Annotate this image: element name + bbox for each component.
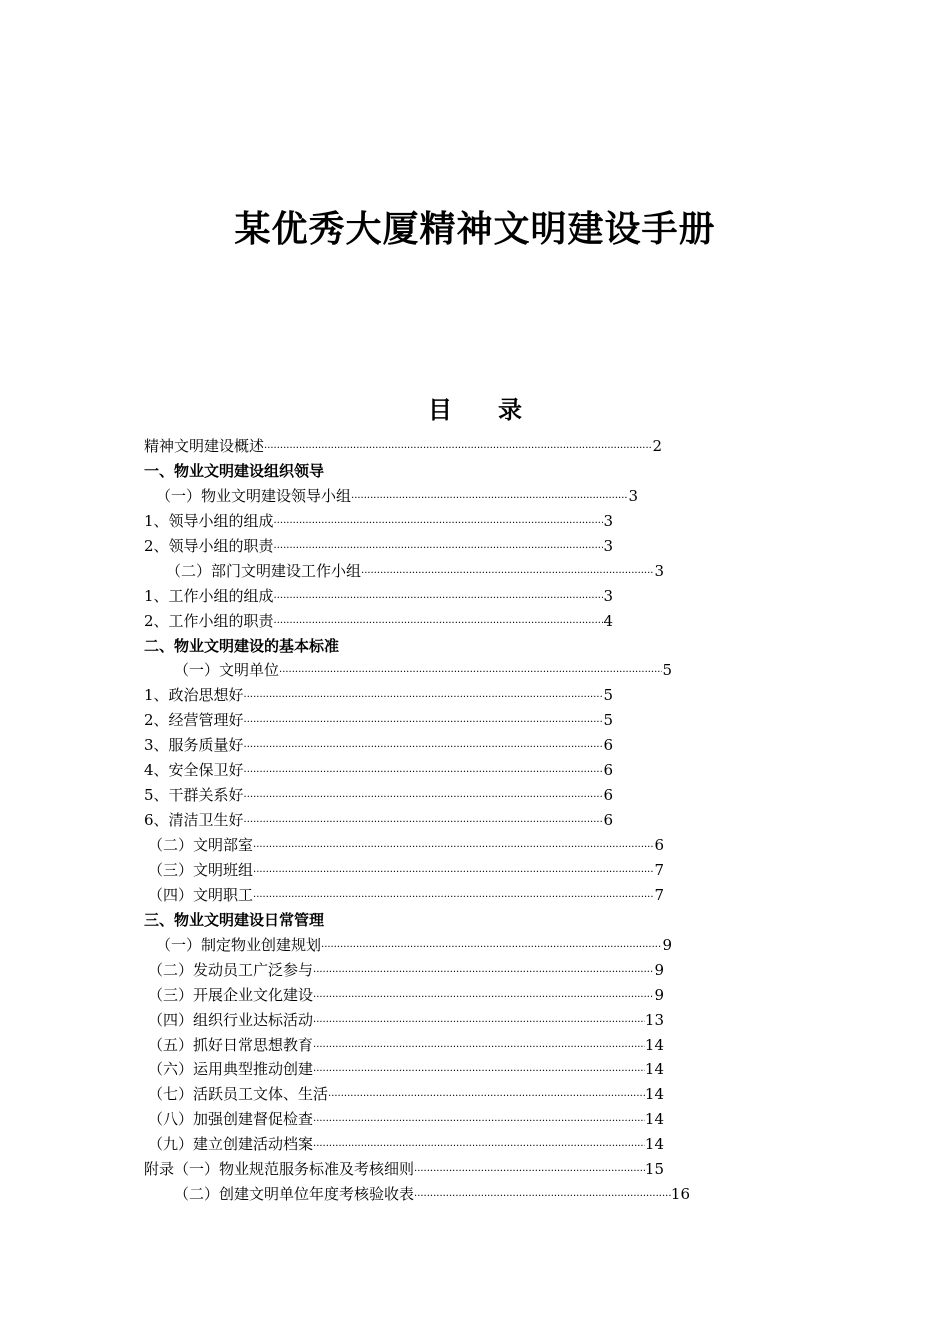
toc-entry[interactable] [144, 958, 844, 983]
toc-entry[interactable] [144, 783, 844, 808]
toc-entry-page: 6 [603, 811, 613, 830]
toc-entry-title: （一）物业文明建设领导小组 [156, 486, 352, 505]
toc-entry-page: 4 [603, 611, 613, 630]
toc-heading [0, 392, 950, 428]
toc-entry[interactable] [144, 609, 844, 634]
toc-leader-dots [244, 711, 604, 736]
toc-entry-title: （四）文明职工 [148, 885, 254, 904]
toc-entry[interactable] [144, 708, 844, 733]
toc-entry-page: 5 [662, 661, 672, 680]
toc-leader-dots [313, 986, 654, 1011]
toc-entry-page: 16 [670, 1185, 690, 1204]
toc-entry-title: 4、安全保卫好 [144, 761, 244, 780]
toc-leader-dots [313, 1110, 645, 1135]
toc-entry[interactable] [144, 1008, 844, 1033]
toc-leader-dots [253, 861, 654, 886]
toc-entry-title: 2、经营管理好 [144, 711, 244, 730]
toc-entry[interactable] [144, 1182, 844, 1207]
toc-entry[interactable] [144, 509, 844, 534]
toc-entry-title: 1、政治思想好 [144, 686, 244, 705]
toc-entry[interactable] [144, 484, 844, 509]
toc-entry[interactable] [144, 1057, 844, 1082]
toc-entry-title: （五）抓好日常思想教育 [148, 1035, 314, 1054]
toc-leader-dots [313, 1060, 645, 1085]
toc-entry-title: 2、领导小组的职责 [144, 536, 274, 555]
toc-entry-page: 9 [654, 960, 664, 979]
toc-entry-page: 3 [603, 511, 613, 530]
toc-entry[interactable] [144, 1157, 844, 1182]
toc-leader-dots [244, 736, 604, 761]
toc-entry-title: （八）加强创建督促检查 [148, 1110, 314, 1129]
toc-entry[interactable] [144, 534, 844, 559]
toc-entry[interactable] [144, 634, 844, 659]
toc-leader-dots [253, 836, 654, 861]
toc-leader-dots [328, 1085, 645, 1110]
toc-entry-page: 5 [603, 711, 613, 730]
toc-leader-dots [313, 1011, 645, 1036]
toc-entry[interactable] [144, 983, 844, 1008]
toc-entry[interactable] [144, 933, 844, 958]
toc-entry[interactable] [144, 658, 844, 683]
toc-entry[interactable] [144, 683, 844, 708]
toc-entry-title: （一）制定物业创建规划 [156, 935, 322, 954]
toc-entry[interactable] [144, 1107, 844, 1132]
toc-entry[interactable] [144, 908, 844, 933]
toc-entry[interactable] [144, 559, 844, 584]
toc-entry[interactable] [144, 833, 844, 858]
toc-entry-title: （三）开展企业文化建设 [148, 985, 314, 1004]
toc-entry[interactable] [144, 883, 844, 908]
document-title: 某优秀大厦精神文明建设手册 [234, 209, 716, 250]
toc-entry-title: 三、物业文明建设日常管理 [144, 910, 325, 929]
toc-leader-dots [274, 512, 604, 537]
toc-entry-title: （九）建立创建活动档案 [148, 1135, 314, 1154]
toc-entry-page: 14 [644, 1035, 664, 1054]
toc-entry[interactable] [144, 1082, 844, 1107]
toc-entry-title: （二）创建文明单位年度考核验收表 [174, 1185, 415, 1204]
toc-entry-page: 14 [644, 1110, 664, 1129]
toc-entry-page: 3 [628, 486, 638, 505]
toc-entry-title: 一、物业文明建设组织领导 [144, 461, 325, 480]
toc-entry-title: （二）发动员工广泛参与 [148, 960, 314, 979]
toc-entry-page: 14 [644, 1085, 664, 1104]
toc-leader-dots [414, 1185, 671, 1210]
table-of-contents [144, 434, 844, 1207]
toc-entry-title: 6、清洁卫生好 [144, 811, 244, 830]
toc-leader-dots [321, 936, 662, 961]
toc-leader-dots [313, 1036, 645, 1061]
toc-heading-left: 目 [428, 395, 452, 424]
toc-entry[interactable] [144, 758, 844, 783]
toc-entry-title: （二）部门文明建设工作小组 [166, 561, 362, 580]
toc-entry-page: 6 [603, 786, 613, 805]
toc-entry-page: 9 [662, 935, 672, 954]
toc-leader-dots [351, 487, 628, 512]
toc-entry-title: 1、工作小组的组成 [144, 586, 274, 605]
toc-entry[interactable] [144, 733, 844, 758]
toc-entry-title: （七）活跃员工文体、生活 [148, 1085, 329, 1104]
toc-entry-page: 3 [654, 561, 664, 580]
toc-entry-page: 7 [654, 860, 664, 879]
toc-leader-dots [313, 961, 654, 986]
toc-entry-title: 二、物业文明建设的基本标准 [144, 636, 340, 655]
toc-entry-title: 2、工作小组的职责 [144, 611, 274, 630]
toc-leader-dots [244, 811, 604, 836]
toc-entry-title: 附录（一）物业规范服务标准及考核细则 [144, 1160, 415, 1179]
toc-leader-dots [414, 1160, 645, 1185]
toc-entry[interactable] [144, 584, 844, 609]
toc-leader-dots [244, 761, 604, 786]
toc-entry-page: 6 [603, 736, 613, 755]
toc-entry-title: 3、服务质量好 [144, 736, 244, 755]
toc-entry-page: 7 [654, 885, 664, 904]
toc-entry-page: 3 [603, 586, 613, 605]
toc-entry-title: （一）文明单位 [174, 661, 280, 680]
toc-leader-dots [274, 587, 604, 612]
toc-entry-page: 6 [654, 836, 664, 854]
toc-entry-page: 13 [644, 1010, 664, 1029]
toc-leader-dots [244, 786, 604, 811]
toc-entry[interactable] [144, 1132, 844, 1157]
toc-entry[interactable] [144, 808, 844, 833]
toc-entry-title: 5、干群关系好 [144, 786, 244, 805]
toc-entry-page: 9 [654, 985, 664, 1004]
toc-heading-right: 录 [498, 395, 522, 424]
toc-entry-title: 精神文明建设概述 [144, 437, 265, 455]
toc-entry-page: 14 [644, 1135, 664, 1154]
toc-entry-page: 15 [644, 1160, 664, 1179]
toc-entry-page: 14 [644, 1060, 664, 1079]
toc-entry-title: （二）文明部室 [148, 836, 254, 854]
toc-entry-title: 1、领导小组的组成 [144, 511, 274, 530]
toc-entry-title: （三）文明班组 [148, 860, 254, 879]
toc-entry-page: 2 [652, 437, 662, 455]
toc-entry-page: 3 [603, 536, 613, 555]
toc-entry[interactable] [144, 459, 844, 484]
toc-entry[interactable] [144, 1033, 844, 1058]
toc-entry[interactable] [144, 858, 844, 883]
toc-entry-page: 6 [603, 761, 613, 780]
toc-entry-page: 5 [603, 686, 613, 705]
toc-entry-title: （六）运用典型推动创建 [148, 1060, 314, 1079]
toc-leader-dots [244, 686, 604, 711]
toc-entry[interactable] [144, 434, 844, 459]
toc-entry-title: （四）组织行业达标活动 [148, 1010, 314, 1029]
